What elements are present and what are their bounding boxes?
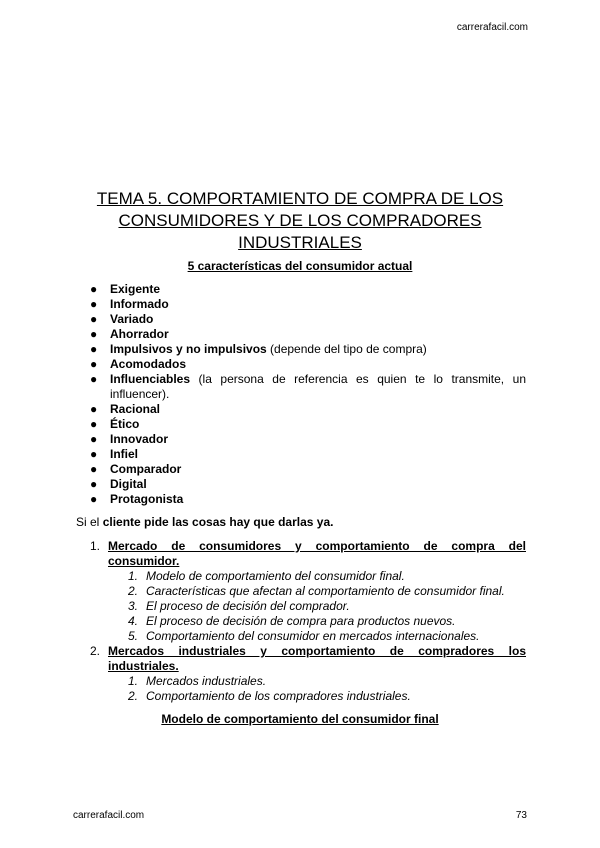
- bullet-icon: ●: [90, 492, 98, 506]
- list-item: [90, 492, 526, 507]
- list-item-bold: Variado: [110, 312, 154, 326]
- bullet-icon: ●: [90, 447, 98, 461]
- subtopic-item: [128, 584, 526, 599]
- header-site-name: carrerafacil.com: [456, 22, 528, 33]
- list-item-bold: Exigente: [110, 282, 161, 296]
- subtopic-number: 5.: [128, 629, 139, 643]
- note-bold-text: cliente pide las cosas hay que darlas ya.: [102, 515, 334, 529]
- list-item-bold: Digital: [110, 477, 147, 491]
- subtopic-text: Comportamiento de los compradores industriales.: [146, 689, 411, 703]
- subtopic-list: [108, 569, 526, 644]
- bullet-icon: ●: [90, 477, 98, 491]
- section-number: 1.: [90, 539, 101, 553]
- note-prefix: Si el: [76, 515, 103, 529]
- list-item: [90, 447, 526, 462]
- bullet-icon: ●: [90, 312, 98, 326]
- closing-heading: Modelo de comportamiento del consumidor final: [161, 712, 439, 726]
- list-item: [90, 432, 526, 447]
- subtopic-text: El proceso de decisión del comprador.: [146, 599, 350, 613]
- subtopic-text: Mercados industriales.: [146, 674, 267, 688]
- list-item-bold: Protagonista: [110, 492, 184, 506]
- list-item-bold: Infiel: [110, 447, 139, 461]
- title-line: INDUSTRIALES: [238, 233, 362, 252]
- list-item: [90, 297, 526, 312]
- subtopic-number: 4.: [128, 614, 139, 628]
- outline-section: [90, 644, 526, 704]
- subtopic-number: 1.: [128, 674, 139, 688]
- list-item: [90, 327, 526, 342]
- subtopic-text: El proceso de decisión de compra para productos nuevos.: [146, 614, 456, 628]
- list-item-detail: (depende del tipo de compra): [266, 342, 427, 356]
- subtopic-item: [128, 614, 526, 629]
- list-item-bold: Comparador: [110, 462, 182, 476]
- subtopic-text: Comportamiento del consumidor en mercados internacionales.: [146, 629, 480, 643]
- bullet-icon: ●: [90, 402, 98, 416]
- bullet-icon: ●: [90, 372, 98, 386]
- subtopic-text: Características que afectan al comportamiento de consumidor final.: [146, 584, 505, 598]
- section-title: Mercado de consumidores y comportamiento de compra del consumidor.: [108, 539, 526, 568]
- page-number: 73: [515, 810, 527, 821]
- list-item: [90, 357, 526, 372]
- subtopic-number: 3.: [128, 599, 139, 613]
- bullet-icon: ●: [90, 417, 98, 431]
- subtopic-number: 2.: [128, 689, 139, 703]
- subtopic-item: [128, 569, 526, 584]
- bullet-icon: ●: [90, 432, 98, 446]
- section-number: 2.: [90, 644, 101, 658]
- characteristics-list: [90, 282, 526, 507]
- list-item: [90, 282, 526, 297]
- bullet-icon: ●: [90, 297, 98, 311]
- list-item-bold: Impulsivos y no impulsivos: [110, 342, 267, 356]
- page-title: [80, 188, 520, 254]
- bullet-icon: ●: [90, 282, 98, 296]
- subtopic-text: Modelo de comportamiento del consumidor final.: [146, 569, 405, 583]
- bullet-icon: ●: [90, 462, 98, 476]
- list-item: [90, 477, 526, 492]
- topic-outline: [90, 539, 526, 704]
- list-item-bold: Racional: [110, 402, 161, 416]
- subtopic-number: 1.: [128, 569, 139, 583]
- list-item-bold: Acomodados: [110, 357, 187, 371]
- subtopic-item: [128, 599, 526, 614]
- list-item-bold: Influenciables: [110, 372, 191, 386]
- title-line: TEMA 5. COMPORTAMIENTO DE COMPRA DE LOS: [96, 189, 504, 208]
- subtopic-item: [128, 629, 526, 644]
- subtopic-item: [128, 689, 526, 704]
- subtopic-list: [108, 674, 526, 704]
- list-item-detail: (la persona de referencia es quien te lo transmite, un influencer).: [110, 372, 526, 401]
- list-item: [90, 402, 526, 417]
- list-item-bold: Informado: [110, 297, 169, 311]
- list-item: [90, 312, 526, 327]
- list-item: [90, 417, 526, 432]
- outline-section: [90, 539, 526, 644]
- title-line: CONSUMIDORES Y DE LOS COMPRADORES: [118, 211, 482, 230]
- footer-site-name: carrerafacil.com: [73, 810, 145, 821]
- list-item-bold: Ahorrador: [110, 327, 169, 341]
- bullet-icon: ●: [90, 327, 98, 341]
- bullet-icon: ●: [90, 357, 98, 371]
- section-subtitle: 5 características del consumidor actual: [187, 259, 413, 273]
- list-item: [90, 342, 526, 357]
- bullet-icon: ●: [90, 342, 98, 356]
- list-item-bold: Ético: [110, 417, 140, 431]
- list-item-bold: Innovador: [110, 432, 169, 446]
- section-title: Mercados industriales y comportamiento de compradores los industriales.: [108, 644, 526, 673]
- list-item: [90, 372, 526, 402]
- note-paragraph: [76, 515, 333, 529]
- subtopic-number: 2.: [128, 584, 139, 598]
- subtopic-item: [128, 674, 526, 689]
- list-item: [90, 462, 526, 477]
